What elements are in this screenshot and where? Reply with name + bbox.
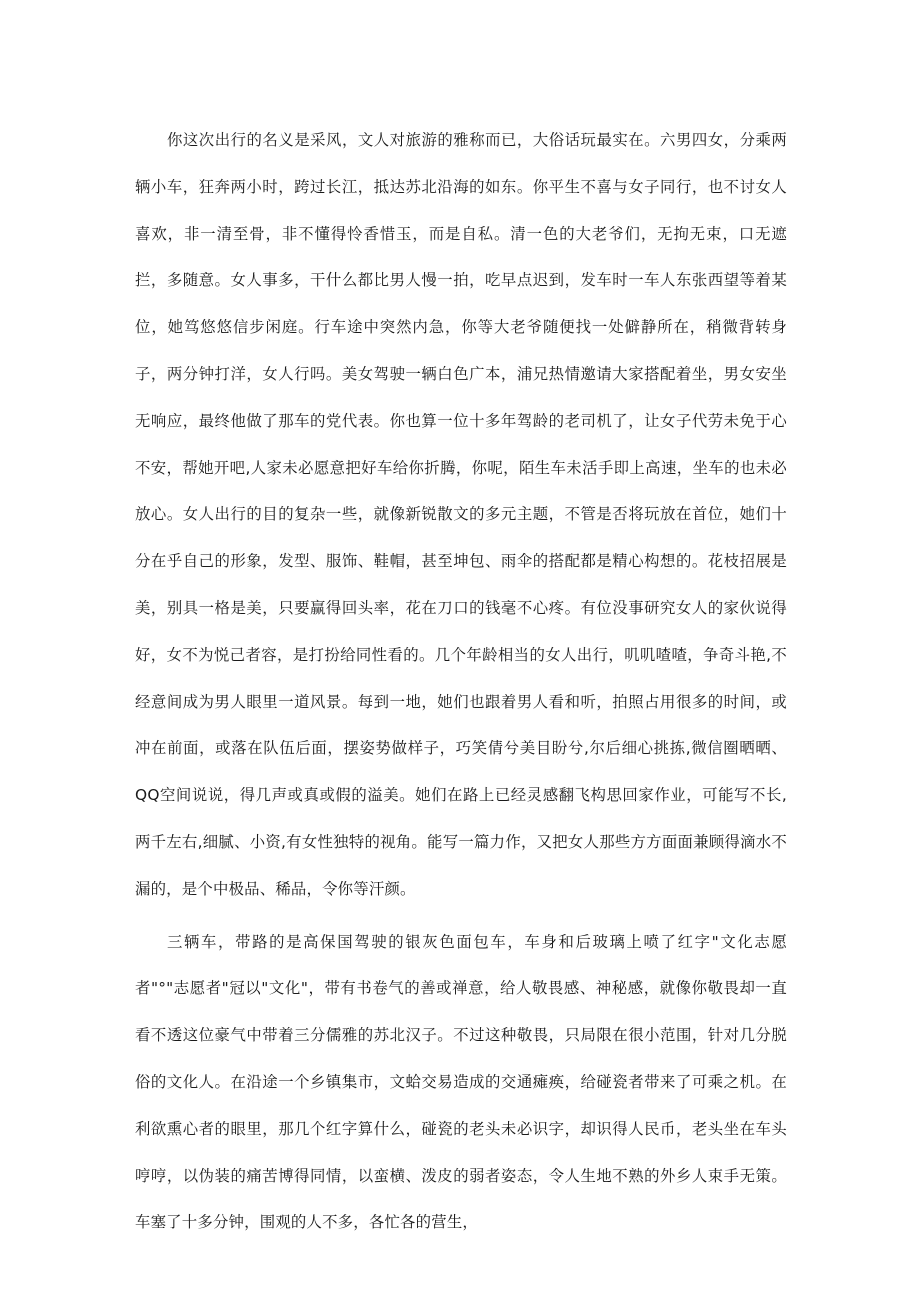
paragraph-1: 你这次出行的名义是采风，文人对旅游的雅称而已，大俗话玩最实在。六男四女，分乘两辆小车，狂奔两小时，跨过长江，抵达苏北沿海的如东。你平生不喜与女子同行，也不讨女人喜欢，非一清至骨，非不懂得怜香惜玉，而是自私。清一色的大老爷们，无拘无束，口无遮拦，多随意。女人事多，干什么都比男人慢一拍，吃早点迟到，发车时一车人东张西望等着某位，她笃悠悠信步闲庭。行车途中突然内急，你等大老爷随便找一处僻静所在，稍微背转身子，两分钟打洋，女人行吗。美女驾驶一辆白色广本，浦兄热情邀请大家搭配着坐，男女安坐无响应，最终他做了那车的党代表。你也算一位十多年驾龄的老司机了，让女子代劳未免于心不安，帮她开吧,人家未必愿意把好车给你折腾，你呢，陌生车未活手即上高速，坐车的也未必放心。女人出行的目的复杂一些，就像新锐散文的多元主题，不管是否将玩放在首位，她们十分在乎自己的形象，发型、服饰、鞋帽，甚至坤包、雨伞的搭配都是精心构想的。花枝招展是美，别具一格是美，只要赢得回头率，花在刀口的钱毫不心疼。有位没事研究女人的家伙说得好，女不为悦己者容，是打扮给同性看的。几个年龄相当的女人出行，叽叽喳喳，争奇斗艳,不经意间成为男人眼里一道风景。每到一地，她们也跟着男人看和听，拍照占用很多的时间，或冲在前面，或落在队伍后面，摆姿势做样子，巧笑倩兮美目盼兮,尔后细心挑拣,微信圈晒晒、QQ空间说说，得几声或真或假的溢美。她们在路上已经灵感翻飞构思回家作业，可能写不长,两千左右,细腻、小资,有女性独特的视角。能写一篇力作，又把女人那些方方面面兼顾得滴水不漏的，是个中极品、稀品，令你等汗颜。 (135, 131, 787, 898)
paragraph-2: 三辆车，带路的是高保国驾驶的银灰色面包车，车身和后玻璃上喷了红字"文化志愿者"°"志愿者"冠以"文化"，带有书卷气的善或禅意，给人敬畏感、神秘感，就像你敬畏却一直看不透这位豪气中带着三分儒雅的苏北汉子。不过这种敬畏，只局限在很小范围，针对几分脱俗的文化人。在沿途一个乡镇集市，文蛤交易造成的交通瘫痪，给碰瓷者带来了可乘之机。在利欲熏心者的眼里，那几个红字算什么，碰瓷的老头未必识字，却识得人民币，老头坐在车头哼哼，以伪装的痛苦博得同情，以蛮横、泼皮的弱者姿态，令人生地不熟的外乡人束手无策。车塞了十多分钟，围观的人不多，各忙各的营生， (135, 932, 787, 1232)
article-body (135, 117, 787, 1246)
